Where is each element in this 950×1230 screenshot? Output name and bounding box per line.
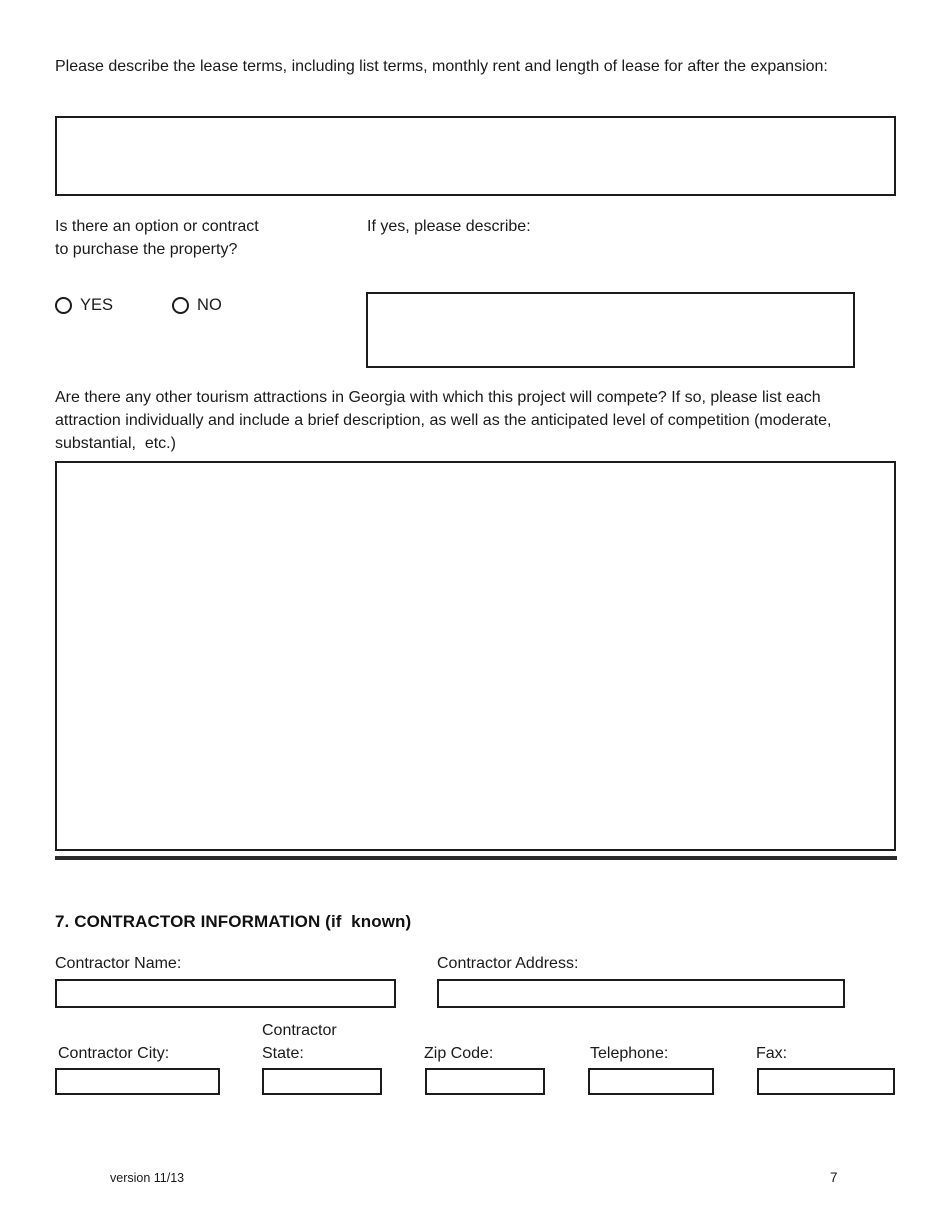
- purchase-option-radio-group: [55, 296, 222, 315]
- contractor-city-input[interactable]: [55, 1068, 220, 1095]
- yes-radio-label: YES: [80, 296, 114, 314]
- fax-label: Fax:: [756, 1045, 788, 1062]
- contractor-section-heading: 7. CONTRACTOR INFORMATION (if known): [55, 912, 412, 931]
- no-radio[interactable]: [172, 297, 189, 314]
- purchase-option-question: Is there an option or contract to purchase the property?: [55, 218, 264, 258]
- contractor-state-input[interactable]: [262, 1068, 382, 1095]
- no-radio-label: NO: [197, 296, 222, 314]
- contractor-city-label: Contractor City:: [58, 1045, 170, 1062]
- lease-terms-response-box[interactable]: [55, 116, 896, 196]
- zip-code-label: Zip Code:: [424, 1045, 494, 1062]
- telephone-input[interactable]: [588, 1068, 714, 1095]
- yes-radio[interactable]: [55, 297, 72, 314]
- competition-prompt: Are there any other tourism attractions in Georgia with which this project will compete? If so, please list each attraction individually and include a brief description, as well as the anticipated level of competition (moderate, substantial, etc.): [55, 389, 836, 452]
- contractor-name-label: Contractor Name:: [55, 955, 182, 972]
- fax-input[interactable]: [757, 1068, 895, 1095]
- contractor-address-label: Contractor Address:: [437, 955, 579, 972]
- telephone-label: Telephone:: [590, 1045, 669, 1062]
- section-divider: [55, 856, 897, 860]
- footer-version: version 11/13: [110, 1171, 185, 1185]
- contractor-state-label: Contractor State:: [262, 1022, 342, 1062]
- competition-response-box[interactable]: [55, 461, 896, 851]
- contractor-address-input[interactable]: [437, 979, 845, 1008]
- lease-terms-prompt: Please describe the lease terms, including list terms, monthly rent and length of lease for after the expansion:: [55, 58, 828, 75]
- if-yes-response-box[interactable]: [366, 292, 855, 368]
- zip-code-input[interactable]: [425, 1068, 545, 1095]
- if-yes-prompt: If yes, please describe:: [367, 218, 531, 235]
- contractor-name-input[interactable]: [55, 979, 396, 1008]
- footer-page-number: 7: [830, 1170, 838, 1185]
